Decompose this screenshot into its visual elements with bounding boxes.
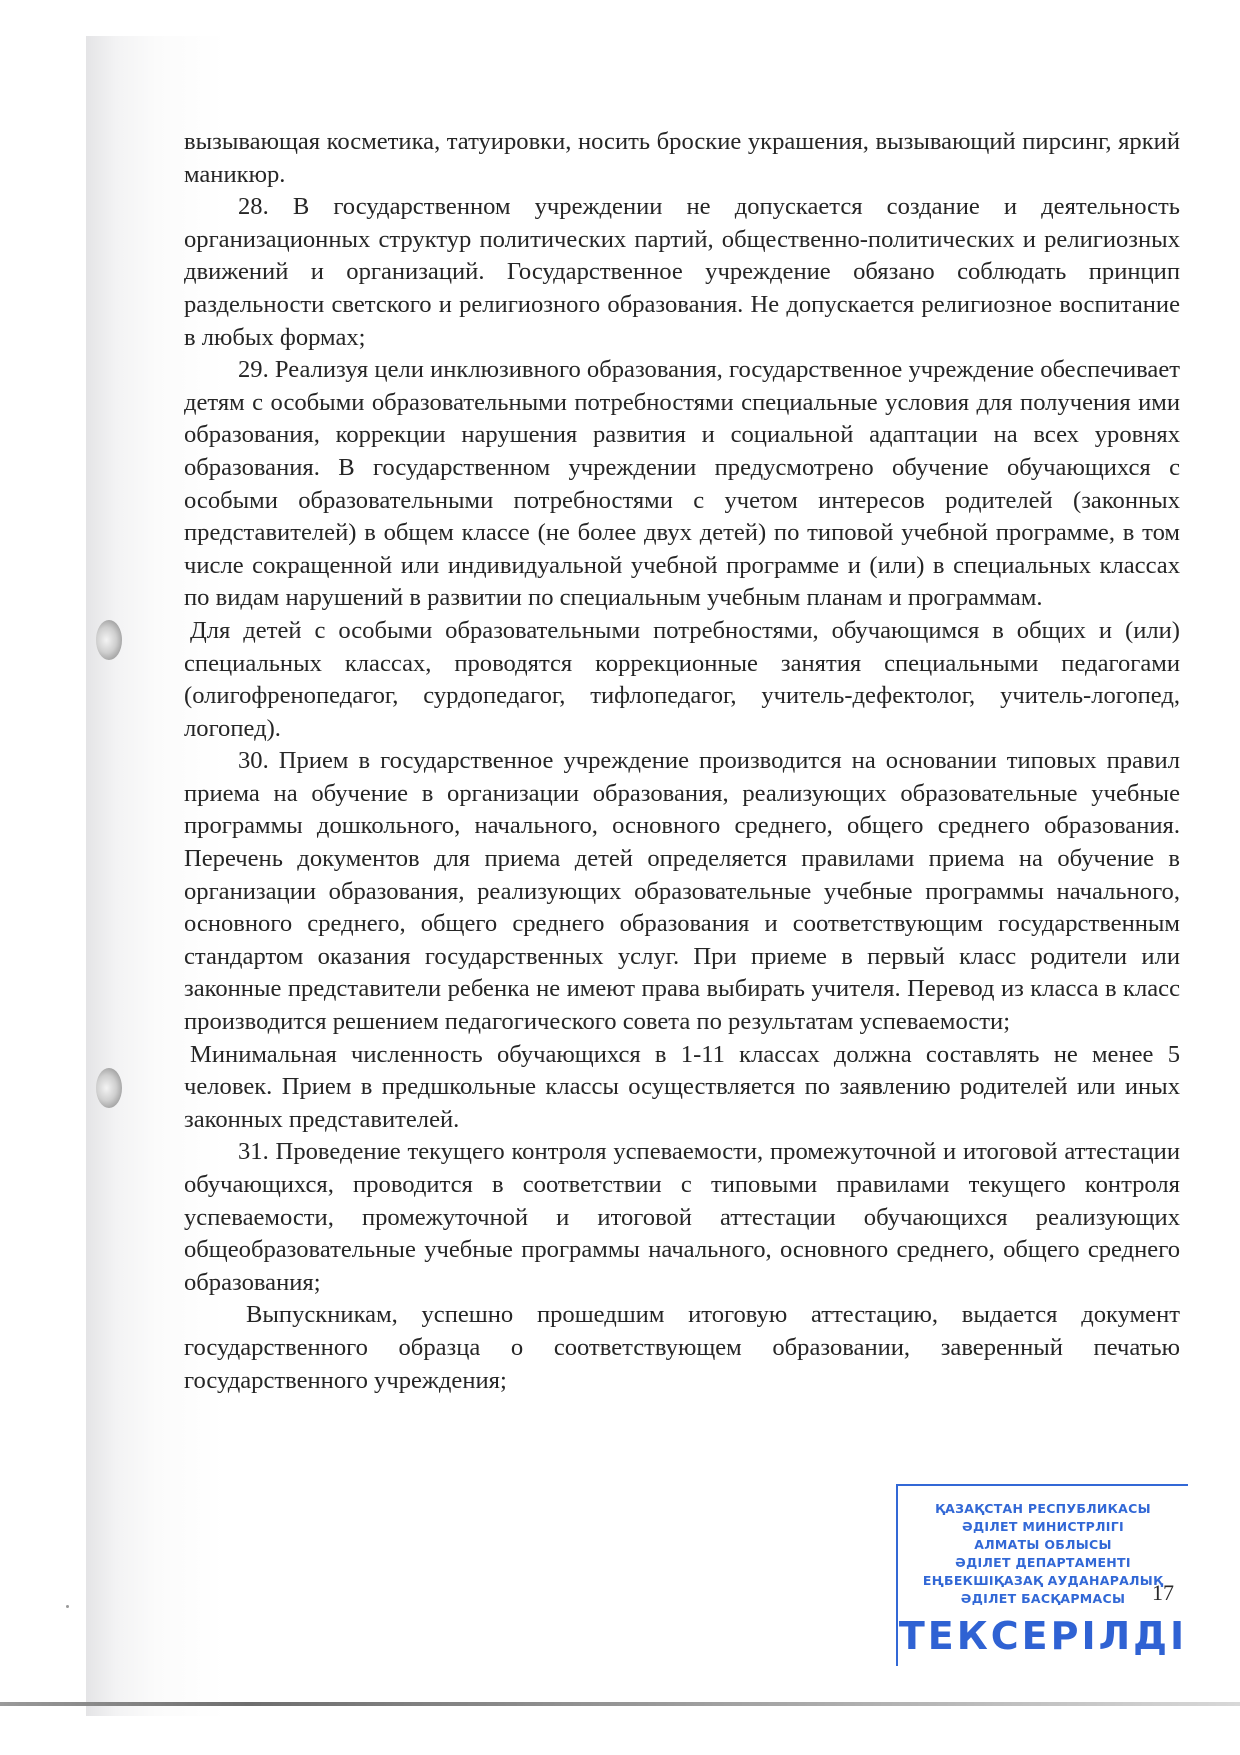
- punch-hole: [96, 1068, 122, 1108]
- paragraph-30: 30. Прием в государственное учреждение производится на основании типовых правил приема на обучение в организации образования, реализующих образовательные учебные программы дошкольного, начального, основного среднего, общего среднего образования. Перечень документов для приема детей определяется правилами приема на обучение в организации образования, реализующих образовательные учебные программы начального, основного среднего, общего среднего образования и соответствующим государственным стандартом оказания государственных услуг. При приеме в первый класс родители или законные представители ребенка не имеют права выбирать учителя. Перевод из класса в класс производится решением педагогического совета по результатам успеваемости;: [184, 747, 1180, 1036]
- stamp-line: ЕҢБЕКШІҚАЗАҚ АУДАНАРАЛЫҚ: [922, 1573, 1164, 1588]
- page-number: 17: [1152, 1580, 1174, 1605]
- stamp-verified-label: ТЕКСЕРІЛДІ: [898, 1614, 1188, 1658]
- scan-bottom-edge: [0, 1702, 1240, 1706]
- paragraph-dress-code-end: вызывающая косметика, татуировки, носить броские украшения, вызывающий пирсинг, яркий маникюр.: [184, 128, 1180, 188]
- stamp-line: АЛМАТЫ ОБЛЫСЫ: [974, 1537, 1112, 1552]
- scan-speck: [66, 1605, 69, 1608]
- stamp-line: ӘДІЛЕТ ДЕПАРТАМЕНТІ: [955, 1555, 1131, 1570]
- punch-hole: [96, 620, 122, 660]
- paragraph-30-minimum: Минимальная численность обучающихся в 1-11 классах должна составлять не менее 5 человек. Прием в предшкольные классы осуществляется по заявлению родителей или иных законных представителей.: [184, 1040, 1180, 1133]
- stamp-line: ӘДІЛЕТ БАСҚАРМАСЫ: [960, 1591, 1126, 1606]
- paragraph-29: 29. Реализуя цели инклюзивного образования, государственное учреждение обеспечивает детям с особыми образовательными потребностями специальные условия для получения ими образования, коррекции нарушения развития и социальной адаптации на всех уровнях образования. В государственном учреждении предусмотрено обучение обучающихся с особыми образовательными потребностями с учетом интересов родителей (законных представителей) в общем классе (не более двух детей) по типовой учебной программе, в том числе сокращенной или индивидуальной учебной программе и (или) в специальных классах по видам нарушений в развитии по специальным учебным планам и программам.: [184, 356, 1180, 612]
- document-body: [184, 126, 1180, 1397]
- stamp-line: ӘДІЛЕТ МИНИСТРЛІГІ: [962, 1519, 1124, 1534]
- paragraph-31: 31. Проведение текущего контроля успеваемости, промежуточной и итоговой аттестации обучающихся, проводится в соответствии с типовыми правилами текущего контроля успеваемости, промежуточной и итоговой аттестации обучающихся реализующих общеобразовательные учебные программы начального, основного среднего, общего среднего образования;: [184, 1138, 1180, 1296]
- stamp-line: ҚАЗАҚСТАН РЕСПУБЛИКАСЫ: [935, 1501, 1151, 1516]
- paragraph-31-graduates: Выпускникам, успешно прошедшим итоговую аттестацию, выдается документ государственного образца о соответствующем образовании, заверенный печатью государственного учреждения;: [184, 1301, 1180, 1394]
- paragraph-28: 28. В государственном учреждении не допускается создание и деятельность организационных структур политических партий, общественно-политических и религиозных движений и организаций. Государственное учреждение обязано соблюдать принцип раздельности светского и религиозного образования. Не допускается религиозное воспитание в любых формах;: [184, 193, 1180, 351]
- verification-stamp: [896, 1484, 1188, 1666]
- paragraph-29-correction: Для детей с особыми образовательными потребностями, обучающимся в общих и (или) специальных классах, проводятся коррекционные занятия специальными педагогами (олигофренопедагог, сурдопедагог, тифлопедагог, учитель-дефектолог, учитель-логопед, логопед).: [184, 616, 1180, 742]
